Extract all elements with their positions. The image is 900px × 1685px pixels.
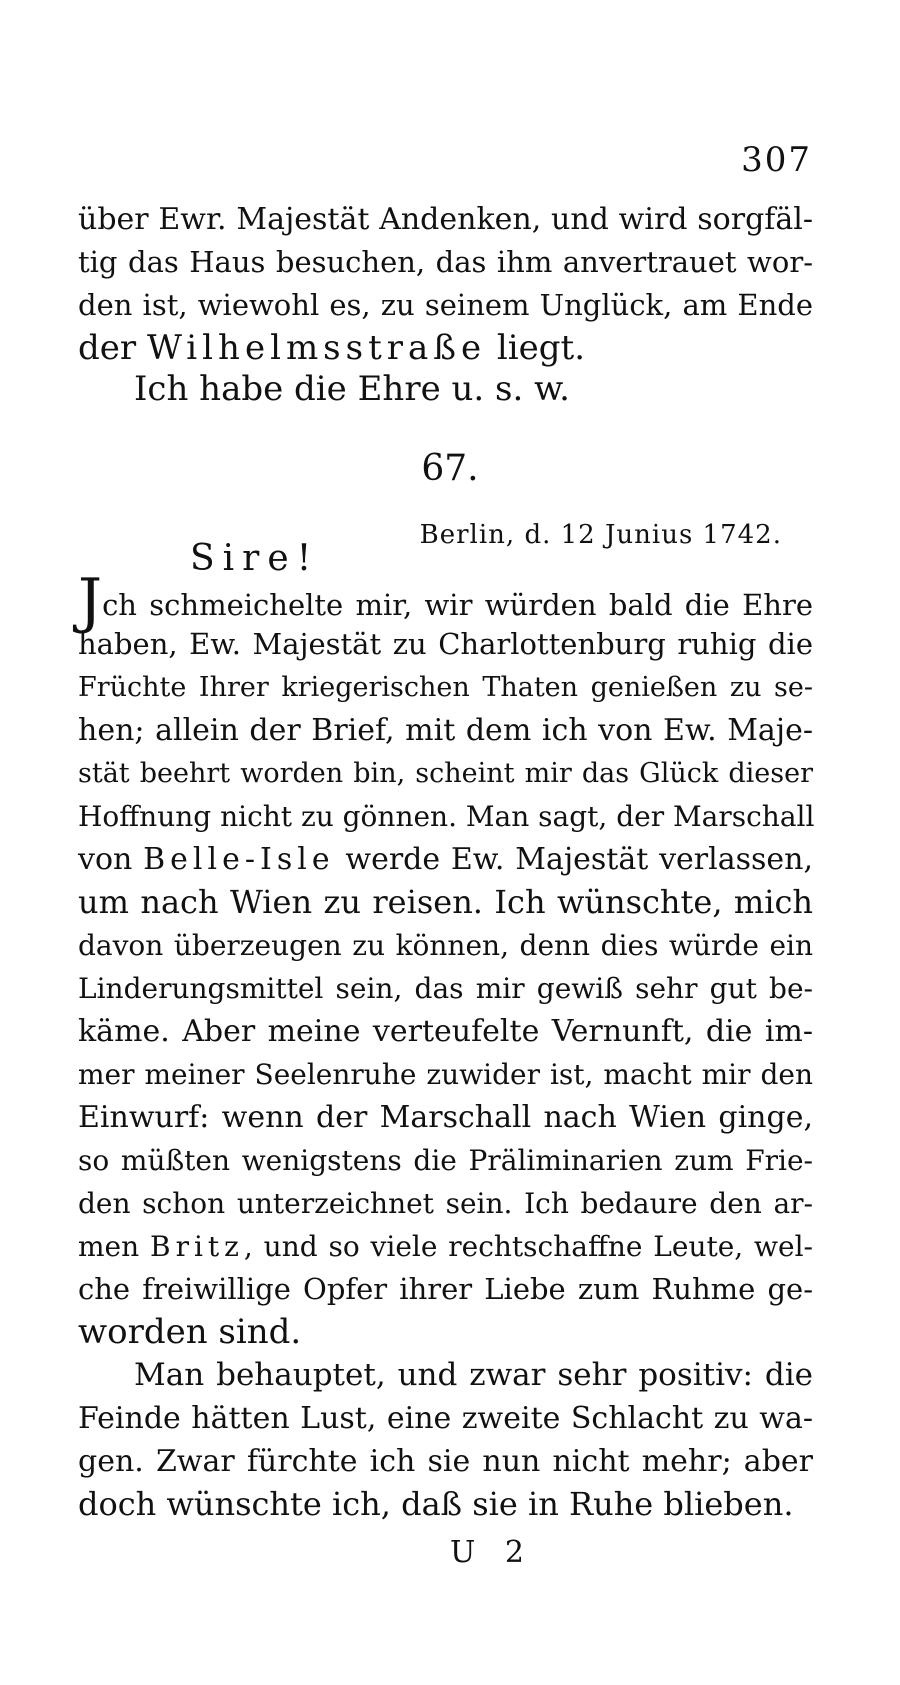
- text-line: so müßten wenigstens die Präliminarien zum Frie-: [78, 1144, 813, 1177]
- page-number: 307: [741, 140, 812, 180]
- person-name: Belle-Isle: [143, 842, 335, 877]
- text-line: mer meiner Seelenruhe zuwider ist, macht mir den: [78, 1058, 813, 1091]
- salutation: Sire!: [190, 538, 320, 579]
- person-name: Britz: [150, 1230, 244, 1263]
- street-name: Wilhelmsstraße: [146, 328, 487, 368]
- text-line: [78, 566, 813, 636]
- text-line: Hoffnung nicht zu gönnen. Man sagt, der Marschall: [78, 800, 815, 833]
- letter-number: 67.: [421, 448, 479, 489]
- text-fragment: men: [78, 1230, 150, 1263]
- text-line: gen. Zwar fürchte ich sie nun nicht mehr; aber: [78, 1444, 813, 1479]
- text-line: Früchte Ihrer kriegerischen Thaten genießen zu se-: [78, 672, 813, 703]
- text-fragment: , und so viele rechtschaffne Leute, wel-: [243, 1230, 813, 1263]
- text-line: den ist, wiewohl es, zu seinem Unglück, am Ende: [78, 288, 813, 322]
- text-line: che freiwillige Opfer ihrer Liebe zum Ruhme ge-: [78, 1272, 813, 1306]
- text-line: [78, 838, 813, 881]
- text-fragment: von: [78, 842, 144, 877]
- text-line: den schon unterzeichnet sein. Ich bedaure den ar-: [78, 1187, 813, 1220]
- text-line: käme. Aber meine verteufelte Vernunft, die im-: [78, 1014, 813, 1049]
- drop-cap: J: [78, 566, 103, 636]
- text-line: Einwurf: wenn der Marschall nach Wien ginge,: [78, 1100, 813, 1135]
- text-line: um nach Wien zu reisen. Ich wünschte, mich: [78, 883, 813, 921]
- text-line: [78, 327, 813, 370]
- text-line: haben, Ew. Majestät zu Charlottenburg ruhig die: [78, 627, 813, 661]
- signature-mark: U 2: [450, 1535, 534, 1570]
- text-line: tig das Haus besuchen, das ihm anvertrauet wor-: [78, 245, 813, 279]
- text-line: [78, 1225, 813, 1268]
- text-line: hen; allein der Brief, mit dem ich von Ew. Maje-: [78, 713, 813, 748]
- text-line: Ich habe die Ehre u. s. w.: [134, 369, 570, 409]
- dateline: Berlin, d. 12 Junius 1742.: [419, 520, 782, 550]
- text-line: Feinde hätten Lust, eine zweite Schlacht zu wa-: [78, 1401, 813, 1436]
- text-line: davon überzeugen zu können, denn dies würde ein: [78, 929, 813, 962]
- letter-body: [78, 566, 815, 1526]
- text-line: über Ewr. Majestät Andenken, und wird sorgfäl-: [78, 202, 813, 237]
- text-line: worden sind.: [78, 1312, 302, 1352]
- text-fragment: liegt.: [486, 328, 586, 368]
- text-fragment: ch schmeichelte mir, wir würden bald die Ehre: [102, 588, 813, 622]
- text-fragment: der: [78, 328, 147, 368]
- text-line: stät beehrt worden bin, scheint mir das Glück dieser: [78, 758, 813, 789]
- closing-formula: [78, 368, 813, 411]
- continuation-paragraph: [78, 198, 813, 370]
- text-fragment: werde Ew. Majestät verlassen,: [334, 842, 813, 877]
- text-line: Linderungsmittel sein, das mir gewiß sehr gut be-: [78, 972, 813, 1005]
- text-line: doch wünschte ich, daß sie in Ruhe blieben.: [78, 1485, 794, 1523]
- text-line: Man behauptet, und zwar sehr positiv: die: [134, 1357, 813, 1393]
